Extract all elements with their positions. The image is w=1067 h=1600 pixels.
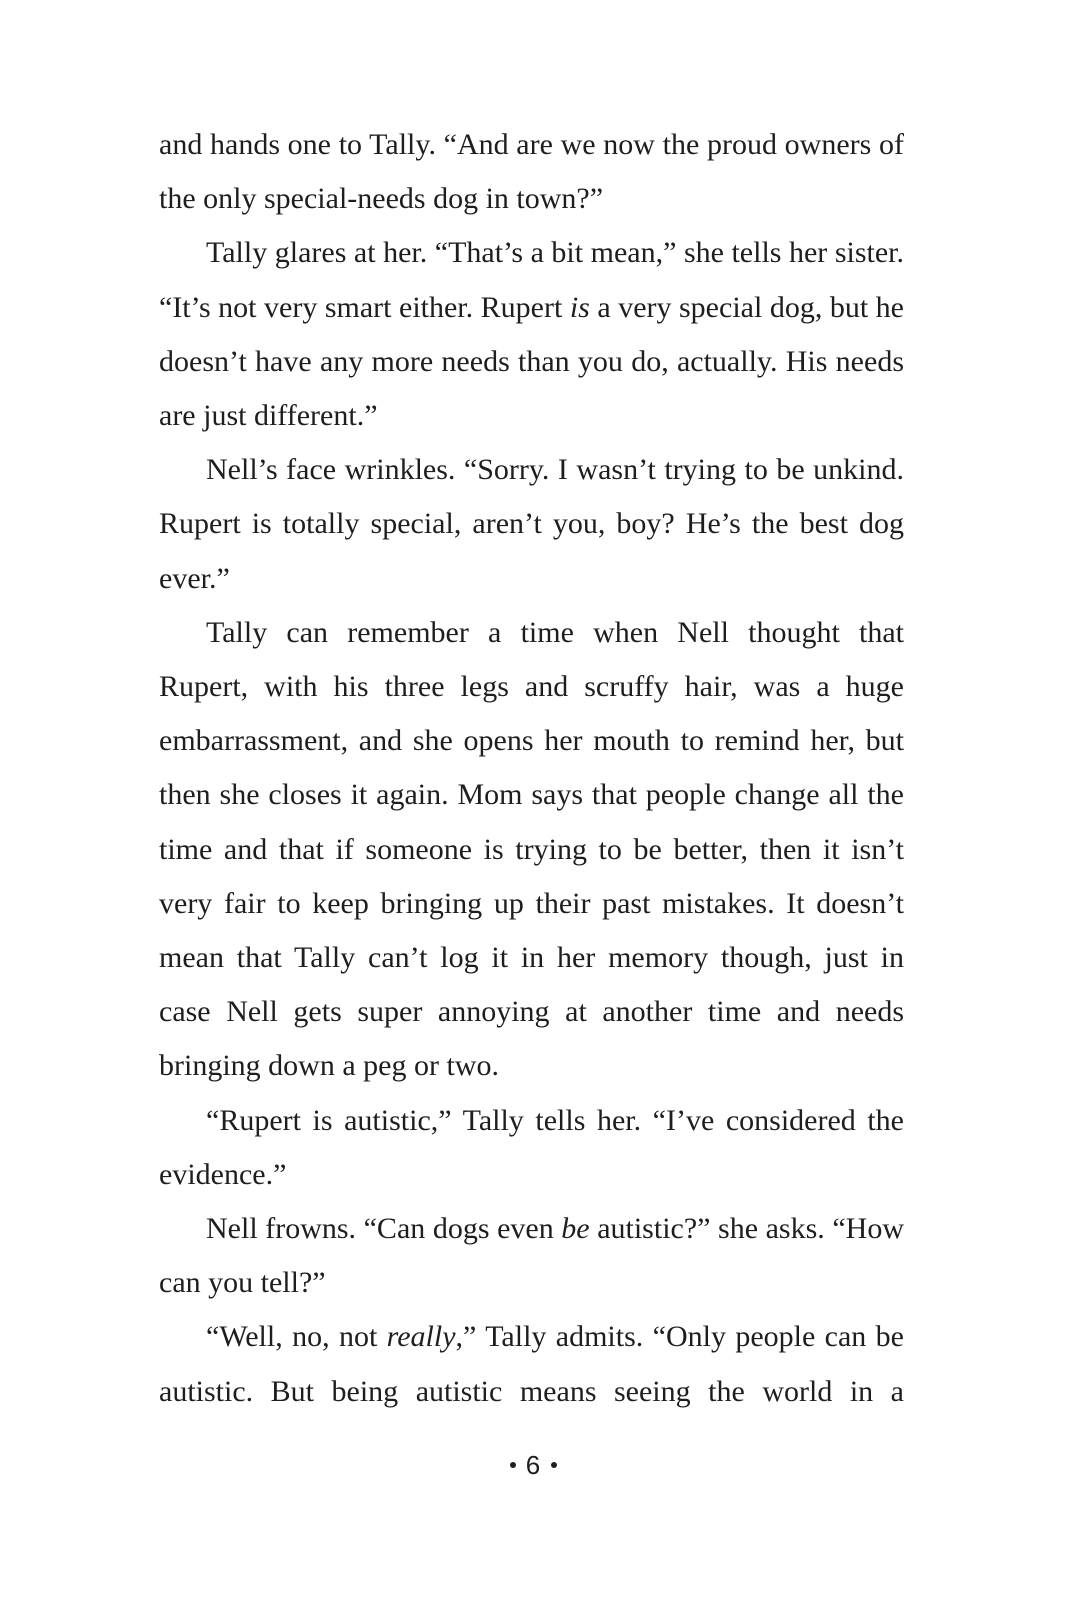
body-text	[159, 118, 904, 1419]
text-run: a very special dog, but he doesn’t have any more needs than you do, actually. His needs are just different.”	[159, 290, 904, 433]
bullet-dot-icon	[510, 1462, 516, 1468]
paragraph	[159, 606, 904, 1094]
paragraph	[159, 1202, 904, 1310]
page-number-footer	[0, 1450, 1067, 1481]
emphasis-text: is	[569, 290, 590, 324]
text-run: “Rupert is autistic,” Tally tells her. “I’ve considered the evidence.”	[159, 1103, 904, 1191]
text-run: Nell’s face wrinkles. “Sorry. I wasn’t trying to be unkind. Rupert is totally special, aren’t you, boy? He’s the best dog ever.”	[159, 453, 904, 595]
text-run: “Well, no, not	[206, 1320, 387, 1354]
paragraph	[159, 1094, 904, 1202]
text-run: autistic?” she asks. “How can you tell?”	[159, 1212, 905, 1300]
text-run: and hands one to Tally. “And are we now the proud owners of the only special-needs dog in town?”	[159, 128, 904, 216]
text-run: Tally glares at her. “That’s a bit mean,” she tells her sister. “It’s not very smart either. Rupert	[159, 236, 904, 324]
page-number: 6	[525, 1450, 542, 1480]
paragraph	[159, 118, 904, 226]
emphasis-text: really	[386, 1320, 456, 1354]
text-run: ,” Tally admits. “Only people can be autistic. But being autistic means seeing the world in a	[159, 1320, 904, 1408]
paragraph	[159, 1310, 904, 1418]
paragraph	[159, 226, 904, 443]
text-run: Nell frowns. “Can dogs even	[206, 1212, 562, 1246]
bullet-dot-icon	[551, 1462, 557, 1468]
text-run: Tally can remember a time when Nell thought that Rupert, with his three legs and scruffy hair, was a huge embarrassment, and she opens her mouth to remind her, but then she closes it again. Mom says that people change all the time and that if someone is trying to be better, then it isn’t very fair to keep bringing up their past mistakes. It doesn’t mean that Tally can’t log it in her memory though, just in case Nell gets super annoying at another time and needs bringing down a peg or two.	[159, 615, 904, 1083]
paragraph	[159, 443, 904, 606]
emphasis-text: be	[561, 1212, 590, 1246]
